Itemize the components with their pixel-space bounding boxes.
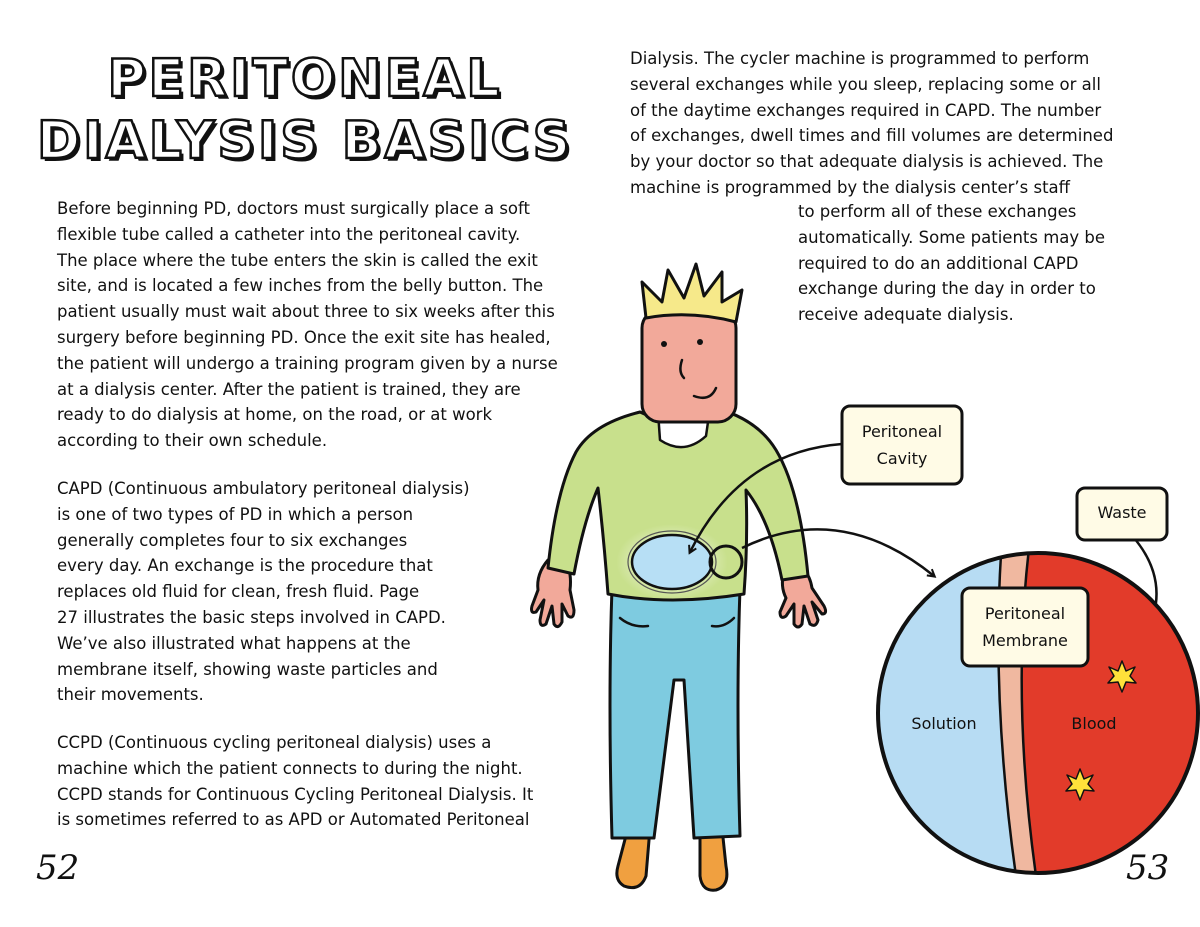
text-line: the patient will undergo a training program given by a nurse <box>57 353 558 373</box>
text-line: of the daytime exchanges required in CAPD. The number <box>630 100 1102 120</box>
text-line: automatically. Some patients may be <box>798 227 1106 247</box>
text-line: CCPD stands for Continuous Cycling Peritoneal Dialysis. It <box>57 784 534 804</box>
text-line: is sometimes referred to as APD or Automated Peritoneal <box>57 810 530 830</box>
text-line: machine which the patient connects to during the night. <box>57 758 523 778</box>
solution-label: Solution <box>911 714 977 733</box>
page-number-left: 52 <box>36 848 80 888</box>
text-line: every day. An exchange is the procedure that <box>57 556 433 576</box>
label-peritoneal-membrane-line2: Membrane <box>982 631 1068 650</box>
text-line: by your doctor so that adequate dialysis is achieved. The <box>630 152 1104 172</box>
text-line: according to their own schedule. <box>57 431 328 451</box>
text-line: required to do an additional CAPD <box>798 253 1079 273</box>
left-eye <box>661 341 667 347</box>
text-line: receive adequate dialysis. <box>798 305 1014 325</box>
text-line: replaces old fluid for clean, fresh fluid. Page <box>57 582 420 602</box>
title-line-1: PERITONEAL <box>107 49 503 109</box>
text-line: The place where the tube enters the skin is called the exit <box>57 250 538 270</box>
text-line: site, and is located a few inches from the belly button. The <box>57 276 544 296</box>
head <box>642 310 736 422</box>
label-peritoneal-cavity-line2: Cavity <box>876 449 928 468</box>
zoom-arrow <box>742 529 934 576</box>
text-line: surgery before beginning PD. Once the exit site has healed, <box>57 327 551 347</box>
person-figure <box>532 264 826 890</box>
text-line: machine is programmed by the dialysis center’s staff <box>630 177 1071 197</box>
label-peritoneal-membrane-line1: Peritoneal <box>984 604 1066 623</box>
peritoneal-cavity <box>632 535 712 589</box>
text-line: patient usually must wait about three to six weeks after this <box>57 302 555 322</box>
label-peritoneal-membrane <box>962 588 1088 666</box>
hair <box>642 264 742 322</box>
text-line: Before beginning PD, doctors must surgically place a soft <box>57 199 531 218</box>
label-waste <box>1077 488 1167 540</box>
text-line: their movements. <box>57 685 204 705</box>
label-peritoneal-cavity-line1: Peritoneal <box>861 422 943 441</box>
text-line: Dialysis. The cycler machine is programmed to perform <box>630 49 1090 68</box>
label-peritoneal-cavity <box>842 406 962 484</box>
title-line-2: DIALYSIS BASICS <box>36 111 574 171</box>
text-line: of exchanges, dwell times and fill volumes are determined <box>630 126 1114 146</box>
text-line: exchange during the day in order to <box>798 279 1096 299</box>
right-eye <box>697 339 703 345</box>
text-line: membrane itself, showing waste particles and <box>57 659 438 679</box>
text-line: at a dialysis center. After the patient is trained, they are <box>57 379 521 399</box>
text-line: generally completes four to six exchanges <box>57 530 408 550</box>
blood-label: Blood <box>1071 714 1117 733</box>
text-line: CCPD (Continuous cycling peritoneal dialysis) uses a <box>57 733 492 752</box>
text-line: is one of two types of PD in which a person <box>57 504 414 524</box>
label-waste-text: Waste <box>1097 503 1147 522</box>
text-line: We’ve also illustrated what happens at the <box>57 633 411 653</box>
text-line: CAPD (Continuous ambulatory peritoneal dialysis) <box>57 479 470 498</box>
text-line: several exchanges while you sleep, replacing some or all <box>630 74 1101 94</box>
text-line: 27 illustrates the basic steps involved in CAPD. <box>57 607 446 627</box>
page-number-right: 53 <box>1126 848 1170 888</box>
text-line: flexible tube called a catheter into the peritoneal cavity. <box>57 224 521 244</box>
text-line: ready to do dialysis at home, on the road, or at work <box>57 405 493 425</box>
text-line: to perform all of these exchanges <box>798 202 1077 221</box>
